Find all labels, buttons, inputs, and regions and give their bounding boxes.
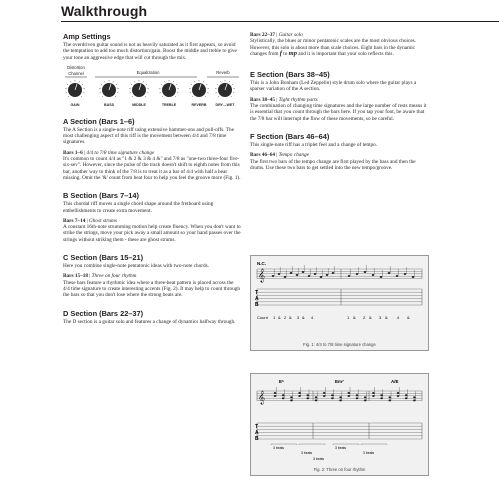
fig2-note	[298, 392, 301, 394]
knob-label-bass: BASS	[104, 102, 114, 107]
b-section-sub-bars: Bars 7–14	[63, 217, 86, 224]
fig1-count-item: &	[353, 315, 356, 320]
fig2-note	[274, 392, 277, 394]
fig2-note	[413, 396, 416, 398]
fig2-beat-bracket	[333, 444, 359, 445]
fig2-chord-a-e: A/E	[391, 379, 399, 384]
fig1-note	[388, 272, 391, 274]
figure-1	[250, 255, 429, 351]
fig1-count-item: 1	[347, 315, 350, 320]
f-section-sub: Bars 46–64 | Tempo change The first two bars of the tempo change are first played by the bass and then the drums. Use these two bars to get settled into the new tempo/groove.	[250, 152, 416, 171]
fig1-note	[372, 274, 375, 276]
fig2-note	[339, 396, 342, 398]
figure-1-notation	[251, 256, 428, 342]
fig2-note	[372, 392, 375, 394]
fig1-count-item: &	[278, 315, 281, 320]
fig2-note	[348, 392, 351, 394]
fig1-note	[356, 273, 359, 275]
fig2-beat-bracket	[361, 444, 387, 445]
fig1-note	[314, 273, 317, 275]
e-section-sub-body: The combination of changing time signatures and the large number of rests means it is essential that you count through the bars here. If you tap your foot, be aware that the 7/8 bar will interrupt the flow of these movements, so be careful.	[250, 103, 427, 122]
f-section-sub-title: Tempo change	[278, 152, 309, 159]
d-section-sub-body-1: Stylistically, the blues or minor pentatonic scales are the most obvious choices. However, this solo is about more than scale choices. Eight bars in the dynamic changes from	[250, 38, 417, 57]
fig2-note	[356, 397, 359, 399]
d-section-sub: Bars 22–37 | Guitar solo Stylistically, the blues or minor pentatonic scales are the most obvious choices. However, this solo is about more than scale choices. Eight bars in the dynamic changes from f to mp and it is important that your solo reflects this.	[250, 32, 417, 57]
fig1-note	[332, 272, 335, 274]
f-section-heading: F Section (Bars 46–64)	[250, 131, 330, 141]
fig1-note	[284, 276, 287, 278]
fig1-treble-clef-icon: 𝄞	[258, 268, 266, 282]
b-section-body: This chordal riff moves a single chord shape around the fretboard using embellishments to create extra movement.	[63, 201, 214, 214]
fig1-note	[302, 271, 305, 273]
fig2-note	[282, 397, 285, 399]
knob-label-middle: MIDDLE	[132, 102, 146, 107]
b-section-heading: B Section (Bars 7–14)	[63, 191, 139, 201]
knob-dry-wet-icon	[215, 80, 235, 97]
fig2-note	[331, 397, 334, 399]
fig1-count-item: &	[302, 315, 305, 320]
fig2-note	[372, 395, 375, 397]
dynamic-forte: f	[279, 49, 282, 57]
distortion-group-label: Distortion Channel	[67, 64, 85, 77]
fig2-beat-label-5: 3 beats	[313, 457, 325, 461]
figure-2	[250, 373, 429, 476]
knob-label-gain: GAIN	[70, 102, 80, 107]
fig1-note	[272, 275, 275, 277]
f-section-body: This single-note riff has a triplet feel and a change of tempo.	[250, 141, 378, 148]
fig2-beat-label-1: 3 beats	[273, 446, 285, 450]
fig2-note	[315, 399, 318, 401]
e-section-body: This is a John Bonham (Led Zeppelin) style drum solo where the guitar plays a sparser variation of the A section.	[250, 80, 417, 93]
fig2-note	[290, 399, 293, 401]
fig2-tab-letter-a: A	[255, 430, 259, 436]
fig1-count-item: 2	[284, 315, 287, 320]
knob-label-reverb: REVERB	[191, 102, 207, 107]
dynamic-mezzo-piano: mp	[288, 49, 297, 57]
fig2-note	[380, 394, 383, 396]
fig2-note	[397, 395, 400, 397]
fig2-note	[315, 396, 318, 398]
fig1-note	[364, 271, 367, 273]
a-section-sub-bars: Bars 1–6	[63, 149, 83, 156]
fig1-count-label: Count	[257, 315, 268, 320]
fig2-note	[298, 395, 301, 397]
fig1-count-item: &	[407, 315, 410, 320]
knob-bass-icon	[99, 80, 119, 97]
fig2-chord-e5: E⁵	[279, 379, 285, 384]
fig1-count-item: 3	[297, 315, 300, 320]
figure-2-caption: Fig. 2: Three on four rhythm	[313, 467, 366, 472]
fig2-treble-clef-icon: 𝄞	[258, 390, 266, 404]
fig2-note	[307, 394, 310, 396]
fig1-note	[296, 274, 299, 276]
equalization-group-label: Equalization	[136, 69, 160, 75]
fig2-note	[307, 397, 310, 399]
c-section-sub-body: These bars feature a rhythmic idea where a three-beat pattern is placed across the 4/4 time signature to create interesting accents (Fig. 2). It may help to count through the bars so that you don't lose where the strong beats are.	[63, 279, 240, 299]
c-section-body: Here you combine single-note pentatonic ideas with two-note chords.	[63, 263, 209, 270]
knob-label-dry-wet: DRY—WET	[215, 102, 235, 107]
f-section-sub-bars: Bars 46–64	[250, 152, 275, 159]
fig1-note	[380, 276, 383, 278]
fig2-note	[389, 396, 392, 398]
e-section-sub-bars: Bars 38–45	[250, 96, 275, 103]
fig2-note	[339, 399, 342, 401]
fig2-tab-letter-t: T	[255, 424, 259, 430]
fig1-note	[326, 274, 329, 276]
amp-settings-heading: Amp Settings	[63, 32, 111, 41]
fig1-tab-letter-b: B	[255, 302, 259, 308]
fig2-beat-bracket	[271, 444, 297, 445]
fig2-note	[380, 397, 383, 399]
fig1-tab-letter-a: A	[255, 296, 259, 302]
fig1-note	[290, 272, 293, 274]
a-section-sub: Bars 1–6 | 4/4 to 7/8 time signature change It's common to count 4/4 as "1 & 2 & 3 & 4 &" and 7/8 as "one-two three-four five-six-sev". However, since the pulse of the track doesn't shift to eighth notes from this bar, another way to think of the 7/8 is to treat it as a bar of 4/4 with half a beat missing. Omit the '&' count from beat four to help you feel the groove more (Fig. 1).	[63, 149, 241, 181]
amp-panel	[63, 65, 241, 109]
fig1-nc-label: N.C.	[257, 261, 266, 266]
fig2-note	[405, 394, 408, 396]
fig1-count-item: &	[369, 315, 372, 320]
fig2-note	[413, 399, 416, 401]
fig1-note	[404, 273, 407, 275]
fig2-note	[364, 396, 367, 398]
fig2-chord-em7: Em⁷	[335, 379, 344, 384]
a-section-sub-title: 4/4 to 7/8 time signature change	[86, 149, 155, 156]
fig1-count-item: 4	[311, 315, 314, 320]
fig2-note	[348, 395, 351, 397]
fig1-count-item: 1	[273, 315, 276, 320]
fig2-beat-label-4: 3 beats	[363, 451, 375, 455]
fig1-count-item: &	[289, 315, 292, 320]
amp-settings-body: The overdriven guitar sound is not as heavily saturated as it first appears, so avoid the temptation to add too much distortion/gain. Boost the middle and treble to give your tone an aggressive edge that will cut through the mix.	[63, 42, 237, 61]
fig2-beat-label-2: 3 beats	[301, 451, 313, 455]
fig2-note	[389, 399, 392, 401]
reverb-group-label: Reverb	[216, 69, 230, 75]
fig1-note	[320, 276, 323, 278]
fig2-note	[282, 394, 285, 396]
fig2-beat-label-3: 3 beats	[335, 446, 347, 450]
page-title: Walkthrough	[61, 3, 148, 19]
knob-treble-icon	[159, 80, 179, 97]
c-section-sub: Bars 15–18 | Three on four rhythm These bars feature a rhythmic idea where a three-beat pattern is placed across the 4/4 time signature to create interesting accents (Fig. 2). It may help to count through the bars so that you don't lose where the strong beats are.	[63, 273, 240, 299]
fig2-note	[356, 394, 359, 396]
fig2-note	[405, 397, 408, 399]
fig2-tab-letter-b: B	[255, 436, 259, 442]
fig1-note	[412, 276, 415, 278]
b-section-sub: Bars 7–14 | Ghost strums A constant 16th-note strumming motion help create fluency. When you don't want to strike the strings, move your pick away a small amount so your hand passes over the strings without striking them - these are ghost strums.	[63, 217, 241, 243]
b-section-sub-body: A constant 16th-note strumming motion help create fluency. When you don't want to strike the strings, move your pick away a small amount so your hand passes over the strings without striking them - these are ghost strums.	[63, 224, 241, 243]
fig1-note	[396, 275, 399, 277]
title-rule	[61, 21, 499, 22]
c-section-heading: C Section (Bars 15–21)	[63, 253, 144, 263]
fig1-count-item: 2	[363, 315, 366, 320]
figure-1-caption: Fig. 1: 4/4 to 7/8 time signature change	[303, 342, 376, 347]
fig1-count-item: &	[385, 315, 388, 320]
d-section-body: The D section is a guitar solo and features a change of dynamics halfway through.	[63, 318, 236, 325]
c-section-sub-bars: Bars 15–18	[63, 273, 88, 280]
c-section-sub-title: Three on four rhythm	[91, 273, 137, 280]
fig1-note	[278, 273, 281, 275]
d-section-sub-bars: Bars 22–37	[250, 32, 275, 38]
fig2-note	[364, 399, 367, 401]
knob-label-treble: TREBLE	[161, 102, 177, 107]
e-section-heading: E Section (Bars 38–45)	[250, 70, 330, 80]
b-section-sub-title: Ghost strums	[89, 217, 117, 224]
right-column	[250, 32, 430, 175]
a-section-body: The A Section is a single-note riff using extensive hammer-ons and pull-offs. The most challenging aspect of this riff is the movement between 4/4 and 7/8 time signatures.	[63, 126, 234, 146]
knob-gain-icon	[65, 80, 85, 97]
knob-reverb-icon	[189, 80, 209, 97]
f-section-sub-body: The first two bars of the tempo change are first played by the bass and then the drums. Use these two bars to get settled into the new tempo/groove.	[250, 158, 416, 171]
fig1-tab-letter-t: T	[255, 290, 259, 296]
d-section-sub-title: Guitar solo	[278, 32, 303, 38]
a-section-sub-body: It's common to count 4/4 as "1 & 2 & 3 & 4 &" and 7/8 as "one-two three-four five-six-sev". However, since the pulse of the track doesn't shift to eighth notes from this bar, another way to think of the 7/8 is to treat it as a bar of 4/4 with half a beat missing. Omit the '&' count from beat four to help you feel the groove more (Fig. 1).	[63, 156, 241, 181]
d-section-sub-body-2: and it is important that your solo reflects this.	[298, 50, 394, 57]
e-section-sub-title: Tight rhythm parts	[278, 96, 318, 103]
fig2-note	[323, 395, 326, 397]
fig2-beat-bracket	[299, 444, 325, 445]
a-section-heading: A Section (Bars 1–6)	[63, 116, 135, 126]
fig2-note	[397, 392, 400, 394]
fig1-count-item: 3	[379, 315, 382, 320]
fig1-count-item: 4	[397, 315, 400, 320]
knob-middle-icon	[129, 80, 149, 97]
fig1-note	[308, 275, 311, 277]
fig2-note	[331, 394, 334, 396]
fig2-note	[274, 395, 277, 397]
figure-2-notation	[251, 374, 428, 467]
fig2-note	[290, 396, 293, 398]
left-column	[63, 32, 241, 329]
fig1-note	[348, 275, 351, 277]
e-section-sub: Bars 38–45 | Tight rhythm parts The combination of changing time signatures and the large number of rests means it is essential that you count through the bars here. If you tap your foot, be aware that the 7/8 bar will interrupt the flow of these movements, so be careful.	[250, 96, 427, 122]
d-section-heading: D Section (Bars 22–37)	[63, 308, 144, 318]
fig2-note	[323, 392, 326, 394]
